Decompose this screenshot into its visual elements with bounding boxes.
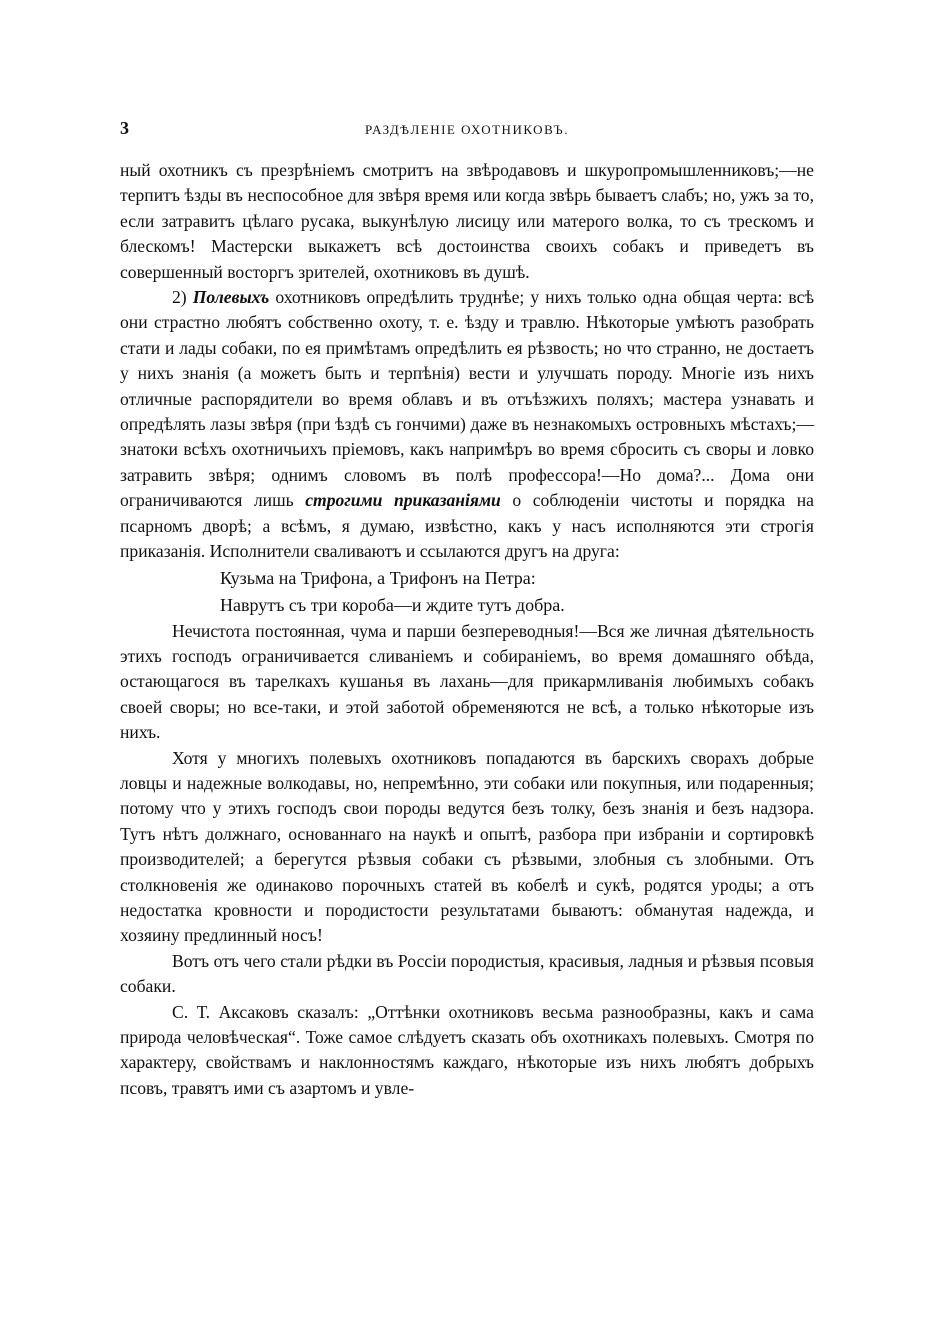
paragraph-2-emphasis-2: строгими приказаніями	[305, 490, 501, 511]
paragraph-2	[120, 285, 814, 564]
paragraph-2-middle: охотниковъ опредѣлить труднѣе; у нихъ только одна общая черта: всѣ они страстно любятъ собственно охоту, т. е. ѣзду и травлю. Нѣкоторые умѣютъ разобрать стати и лады собаки, по ея примѣтамъ опредѣлить ея рѣзвость; но что странно, не достаетъ у нихъ знанія (а можетъ быть и терпѣнія) вести и улучшать породу. Многіе изъ нихъ отличные распорядители во время облавъ и въ отъѣзжихъ поляхъ; мастера узнавать и опредѣлять лазы звѣря (при ѣздѣ съ гончими) даже въ незнакомыхъ островныхъ мѣстахъ;—знатоки всѣхъ охотничьихъ пріемовъ, какъ напримѣръ во время сбросить съ своры и ловко затравить звѣря; однимъ словомъ въ полѣ профессора!—Но дома?... Дома они ограничиваются лишь	[120, 287, 814, 511]
verse-quote	[120, 565, 814, 619]
running-title: РАЗДѢЛЕНІЕ ОХОТНИКОВЪ.	[365, 122, 569, 137]
paragraph-6: С. Т. Аксаковъ сказалъ: „Оттѣнки охотниковъ весьма разнообразны, какъ и сама природа человѣческая“. Тоже самое слѣдуетъ сказать объ охотникахъ полевыхъ. Смотря по характеру, свойствамъ и наклонностямъ каждаго, нѣкоторые изъ нихъ любятъ добрыхъ псовъ, травятъ ими съ азартомъ и увле-	[120, 1001, 814, 1098]
paragraph-1: ный охотникъ съ презрѣніемъ смотритъ на звѣродавовъ и шкуропромышленниковъ;—не терпитъ ѣзды въ неспособное для звѣря время или когда звѣрь бываетъ слабъ; но, ужъ за то, если затравитъ цѣлаго русака, выкунѣлую лисицу или матерого волка, то съ трескомъ и блескомъ! Мастерски выкажетъ всѣ достоинства своихъ собакъ и приведетъ въ совершенный восторгъ зрителей, охотниковъ въ душѣ.	[120, 160, 814, 282]
paragraph-5: Вотъ отъ чего стали рѣдки въ Россіи породистыя, красивыя, ладныя и рѣзвыя псовыя собаки.	[120, 950, 814, 997]
verse-line-2: Наврутъ съ три короба—и ждите тутъ добра.	[220, 594, 565, 615]
paragraph-2-emphasis: Полевыхъ	[192, 287, 270, 308]
paragraph-4: Хотя у многихъ полевыхъ охотниковъ попадаются въ барскихъ сворахъ добрые ловцы и надежные волкодавы, но, непремѣнно, эти собаки или покупныя, или подаренныя; потому что у этихъ господъ свои породы ведутся безъ толку, безъ знанія и безъ надзора. Тутъ нѣтъ должнаго, основаннаго на наукѣ и опытѣ, разбора при избраніи и сортировкѣ производителей; а берегутся рѣзвыя собаки съ рѣзвыми, злобныя съ злобными. Отъ столкновенія же одинаково порочныхъ статей въ кобелѣ и сукѣ, родятся уроды; а отъ недостатка кровности и породистости результатами бываютъ: обманутая надежда, и хозяину предлинный носъ!	[120, 747, 814, 946]
page-number: 3	[120, 118, 129, 138]
page-header	[120, 118, 814, 144]
paragraph-2-end: о соблюденіи чистоты и порядка на псарномъ дворѣ; а всѣмъ, я думаю, извѣстно, какъ у насъ исполняются эти строгія приказанія. Исполнители сваливаютъ и ссылаются другъ на друга:	[120, 490, 814, 562]
paragraph-2-number: 2)	[172, 287, 193, 308]
verse-line-1: Кузьма на Трифона, а Трифонъ на Петра:	[220, 567, 536, 588]
paragraph-3: Нечистота постоянная, чума и парши безпереводныя!—Вся же личная дѣятельность этихъ господъ ограничивается сливаніемъ и собираніемъ, во время домашняго обѣда, остающагося въ тарелкахъ кушанья въ лахань—для прикармливанія любимыхъ собакъ своей своры; но все-таки, и этой заботой обременяются не всѣ, а только нѣкоторые изъ нихъ.	[120, 620, 814, 743]
body-text	[120, 158, 814, 1101]
